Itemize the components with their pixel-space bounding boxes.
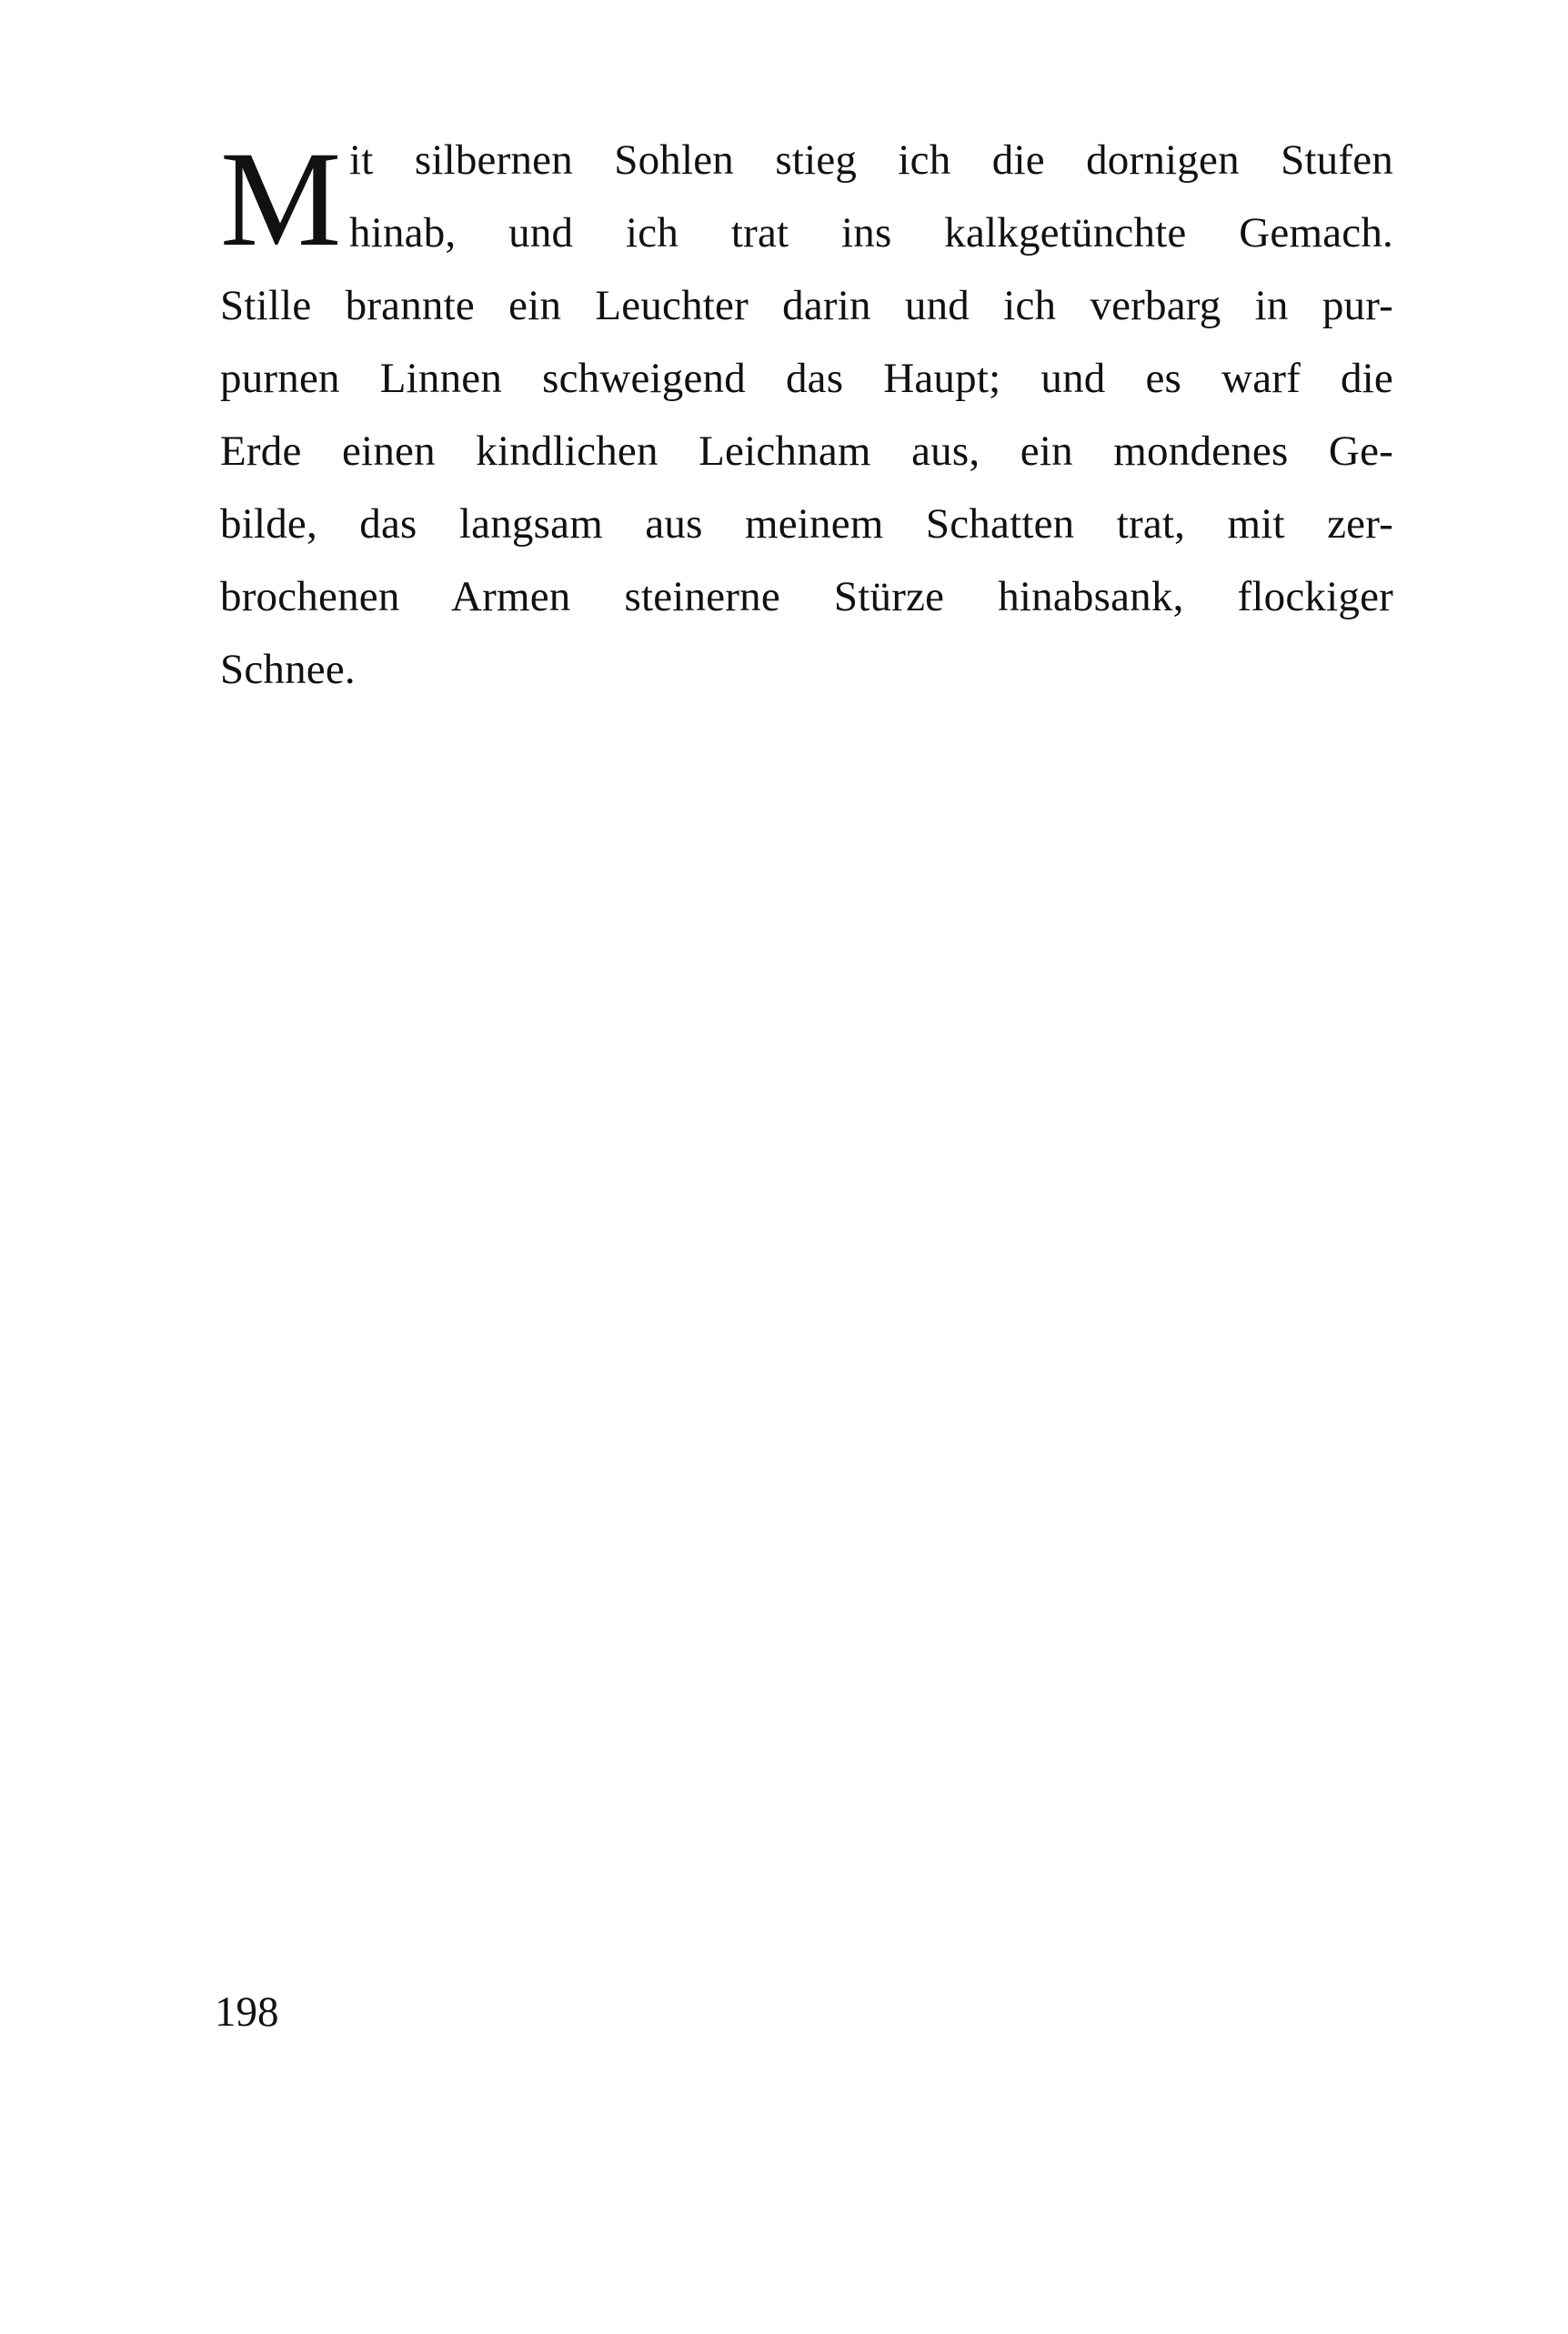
text-line-2: hinab, und ich trat ins kalkgetünchte Gemach.	[349, 209, 1393, 257]
text-line-5: Erde einen kindlichen Leichnam aus, ein mondenes Ge-	[220, 428, 1393, 475]
text-line-6: bilde, das langsam aus meinem Schatten trat, mit zer-	[220, 500, 1393, 548]
text-line-1: it silbernen Sohlen stieg ich die dornigen Stufen	[349, 136, 1393, 184]
text-line-8: Schnee.	[220, 646, 356, 693]
page-number: 198	[215, 1988, 279, 2036]
text-line-4: purnen Linnen schweigend das Haupt; und es warf die	[220, 355, 1393, 402]
text-line-7: brochenen Armen steinerne Stürze hinabsank, flockiger	[220, 573, 1393, 620]
drop-cap: M	[220, 124, 338, 275]
text-line-3: Stille brannte ein Leuchter darin und ich verbarg in pur-	[220, 282, 1393, 329]
